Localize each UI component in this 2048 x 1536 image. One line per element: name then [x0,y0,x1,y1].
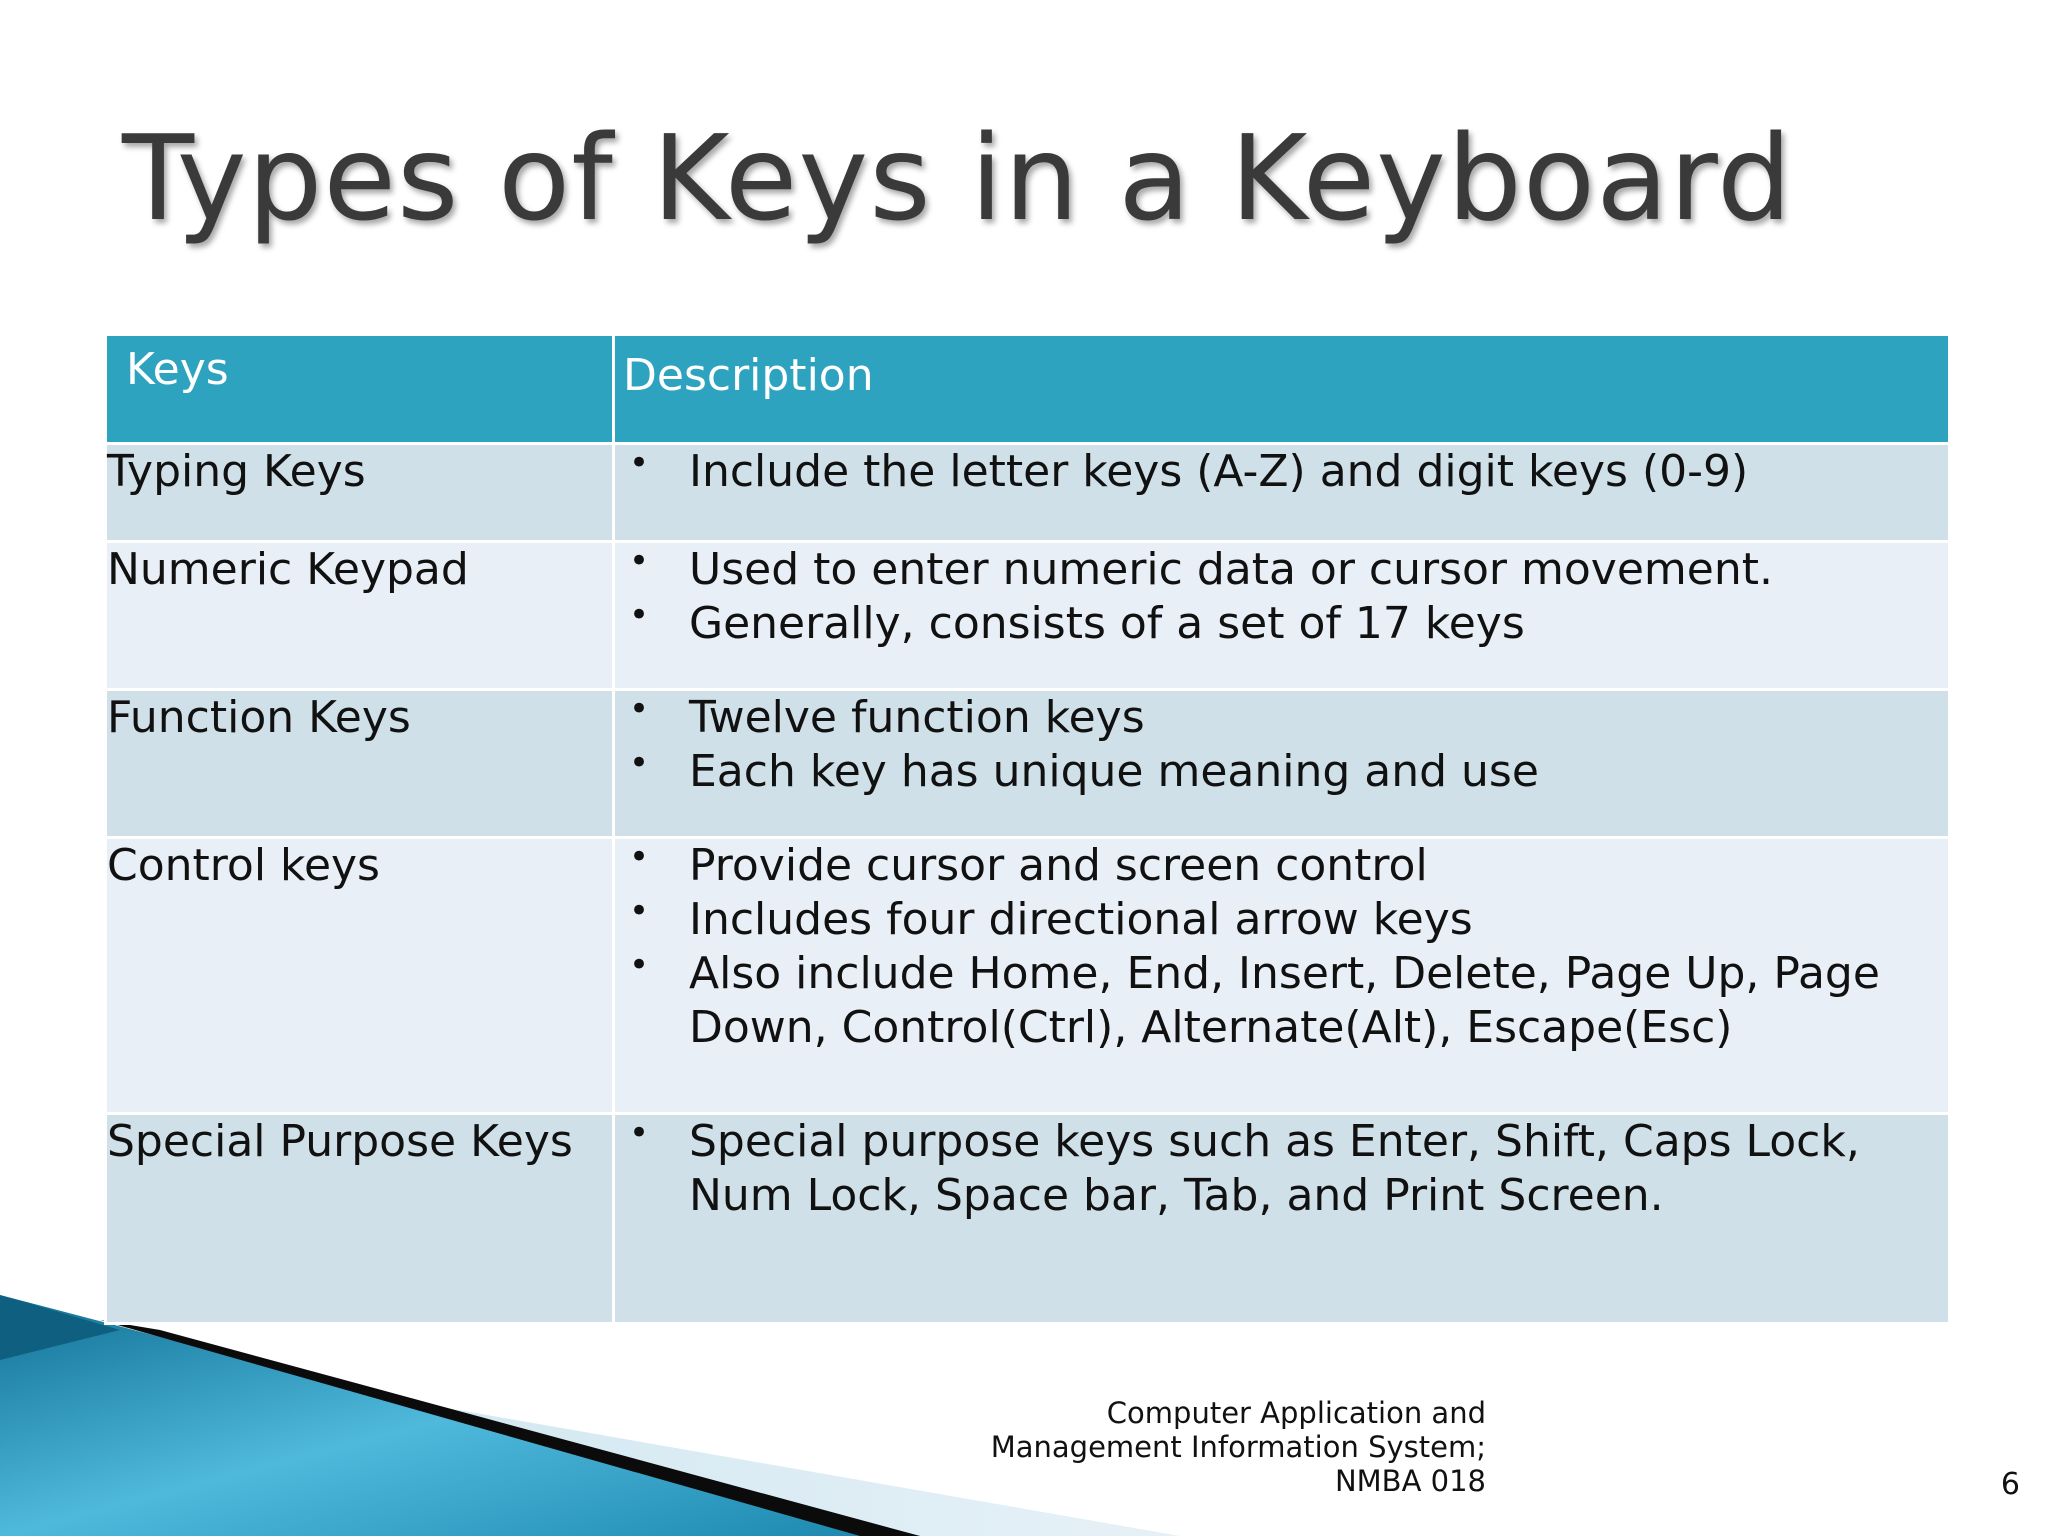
key-name: Function Keys [106,690,614,838]
key-name: Numeric Keypad [106,542,614,690]
footer-line: NMBA 018 [1334,1464,1486,1498]
table-row [106,838,1950,1114]
footer-course-info [960,1396,1486,1498]
bullet-icon: • [629,443,650,483]
key-description [614,838,1950,1114]
bullet-item: • Twelve function keys [629,689,1145,743]
header-keys: Keys [106,335,614,444]
page-number: 6 [2000,1467,2020,1502]
header-description: Description [614,335,1950,444]
bullet-icon: • [629,891,650,931]
key-name: Typing Keys [106,444,614,542]
keys-table [104,333,1951,1325]
bullet-icon: • [629,837,650,877]
bullet-icon: • [629,945,650,985]
key-description [614,1114,1950,1324]
key-description [614,444,1950,542]
bullet-icon: • [629,541,650,581]
bullet-item: • Includes four directional arrow keys [629,891,1473,945]
table-header-row [106,335,1950,444]
bullet-item: • Used to enter numeric data or cursor movement. [629,541,1773,595]
bullet-item: • Each key has unique meaning and use [629,743,1539,797]
footer-line: Computer Application and [1106,1396,1486,1430]
key-description [614,542,1950,690]
bullet-item: • Also include Home, End, Insert, Delete, Page Up, Page Down, Control(Ctrl), Alternate(Alt), Escape(Esc) [629,945,1880,1053]
bullet-icon: • [629,743,650,783]
bullet-item: • Generally, consists of a set of 17 keys [629,595,1525,649]
bullet-item: • Special purpose keys such as Enter, Shift, Caps Lock, Num Lock, Space bar, Tab, and Print Screen. [629,1113,1860,1221]
table-row [106,542,1950,690]
table-row [106,444,1950,542]
table-row [106,1114,1950,1324]
key-description [614,690,1950,838]
bullet-icon: • [629,689,650,729]
slide-title: Types of Keys in a Keyboard [122,109,1793,247]
bullet-icon: • [629,1113,650,1153]
key-name: Control keys [106,838,614,1114]
bullet-item: • Provide cursor and screen control [629,837,1428,891]
bullet-icon: • [629,595,650,635]
table-row [106,690,1950,838]
key-name: Special Purpose Keys [106,1114,614,1324]
bullet-item: • Include the letter keys (A-Z) and digit keys (0-9) [629,443,1749,497]
footer-line: Management Information System; [990,1430,1486,1464]
